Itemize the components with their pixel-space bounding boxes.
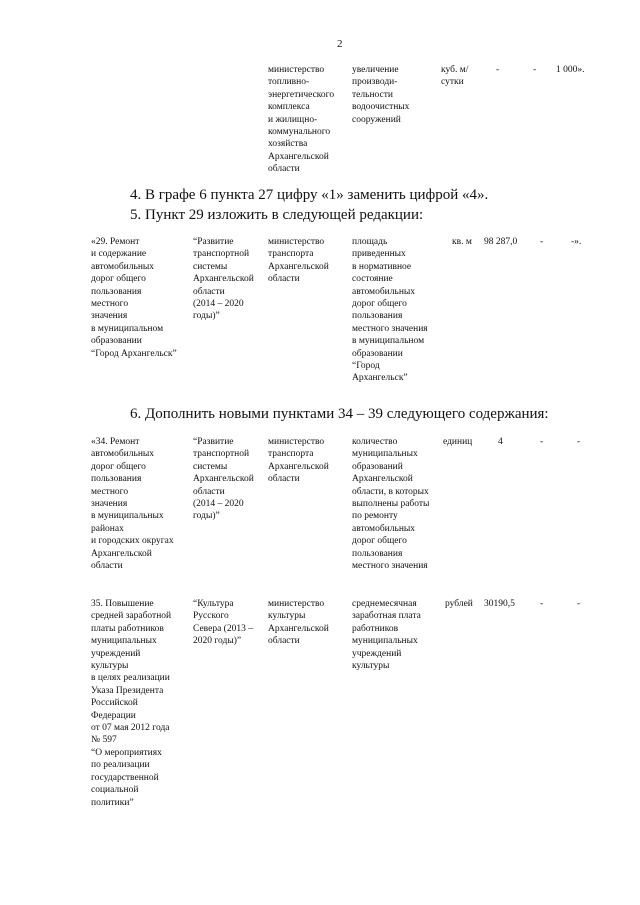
indicator-cell: увеличение производи- тельности водоочистных сооружений	[352, 65, 410, 125]
indicator-cell: количество муниципальных образований Архангельской области, в которых выполнены работы по ремонту автомобильных дорог общего пользования местного значения	[352, 437, 430, 572]
executor-cell: министерство культуры Архангельской области	[268, 599, 329, 647]
amendment-item-6: 6. Дополнить новыми пунктами 34 – 39 следующего содержания:	[130, 406, 549, 422]
program-cell: “Развитие транспортной системы Архангельской области (2014 – 2020 годы)”	[193, 237, 254, 322]
indicator-cell: площадь приведенных в нормативное состояние автомобильных дорог общего пользования местного значения в муниципальном образовании “Город Архангельск”	[352, 237, 428, 384]
value-cell-3: -	[577, 599, 581, 609]
unit-cell: кв. м	[452, 237, 472, 247]
page-number: 2	[337, 38, 343, 50]
amendment-item-4: 4. В графе 6 пункта 27 цифру «1» заменить цифрой «4».	[130, 187, 489, 203]
name-cell: «29. Ремонт и содержание автомобильных дорог общего пользования местного значения в муниципальном образовании “Город Архангельск”	[91, 237, 177, 359]
unit-cell: рублей	[445, 599, 473, 609]
value-cell-3: -».	[571, 237, 582, 247]
name-cell: 35. Повышение средней заработной платы работников муниципальных учреждений культуры в целях реализации Указа Президента Российской Федерации от 07 мая 2012 года № 597 “О мероприятиях по реализации государственной социальной политики”	[91, 599, 172, 808]
value-cell-1: 4	[498, 437, 503, 447]
unit-cell: единиц	[443, 437, 473, 447]
value-cell-3: -	[577, 437, 581, 447]
value-cell-2: -	[540, 599, 544, 609]
indicator-cell: среднемесячная заработная плата работников муниципальных учреждений культуры	[352, 599, 421, 672]
value-cell-2: -	[533, 65, 537, 75]
name-cell: «34. Ремонт автомобильных дорог общего пользования местного значения в муниципальных районах и городских округах Архангельской области	[91, 437, 174, 572]
amendment-item-5: 5. Пункт 29 изложить в следующей редакции:	[130, 207, 424, 223]
unit-cell: куб. м/ сутки	[441, 65, 469, 88]
program-cell: “Культура Русского Севера (2013 – 2020 годы)”	[193, 599, 253, 647]
program-cell: “Развитие транспортной системы Архангельской области (2014 – 2020 годы)”	[193, 437, 254, 522]
value-cell-3: 1 000».	[556, 65, 585, 75]
value-cell-1: 30190,5	[484, 599, 515, 609]
executor-cell: министерство транспорта Архангельской области	[268, 237, 329, 285]
executor-cell: министерство топливно- энергетического комплекса и жилищно- коммунального хозяйства Архангельской области	[268, 65, 335, 175]
value-cell-2: -	[540, 437, 544, 447]
value-cell-1: -	[496, 65, 500, 75]
executor-cell: министерство транспорта Архангельской области	[268, 437, 329, 485]
value-cell-1: 98 287,0	[484, 237, 518, 247]
value-cell-2: -	[540, 237, 544, 247]
